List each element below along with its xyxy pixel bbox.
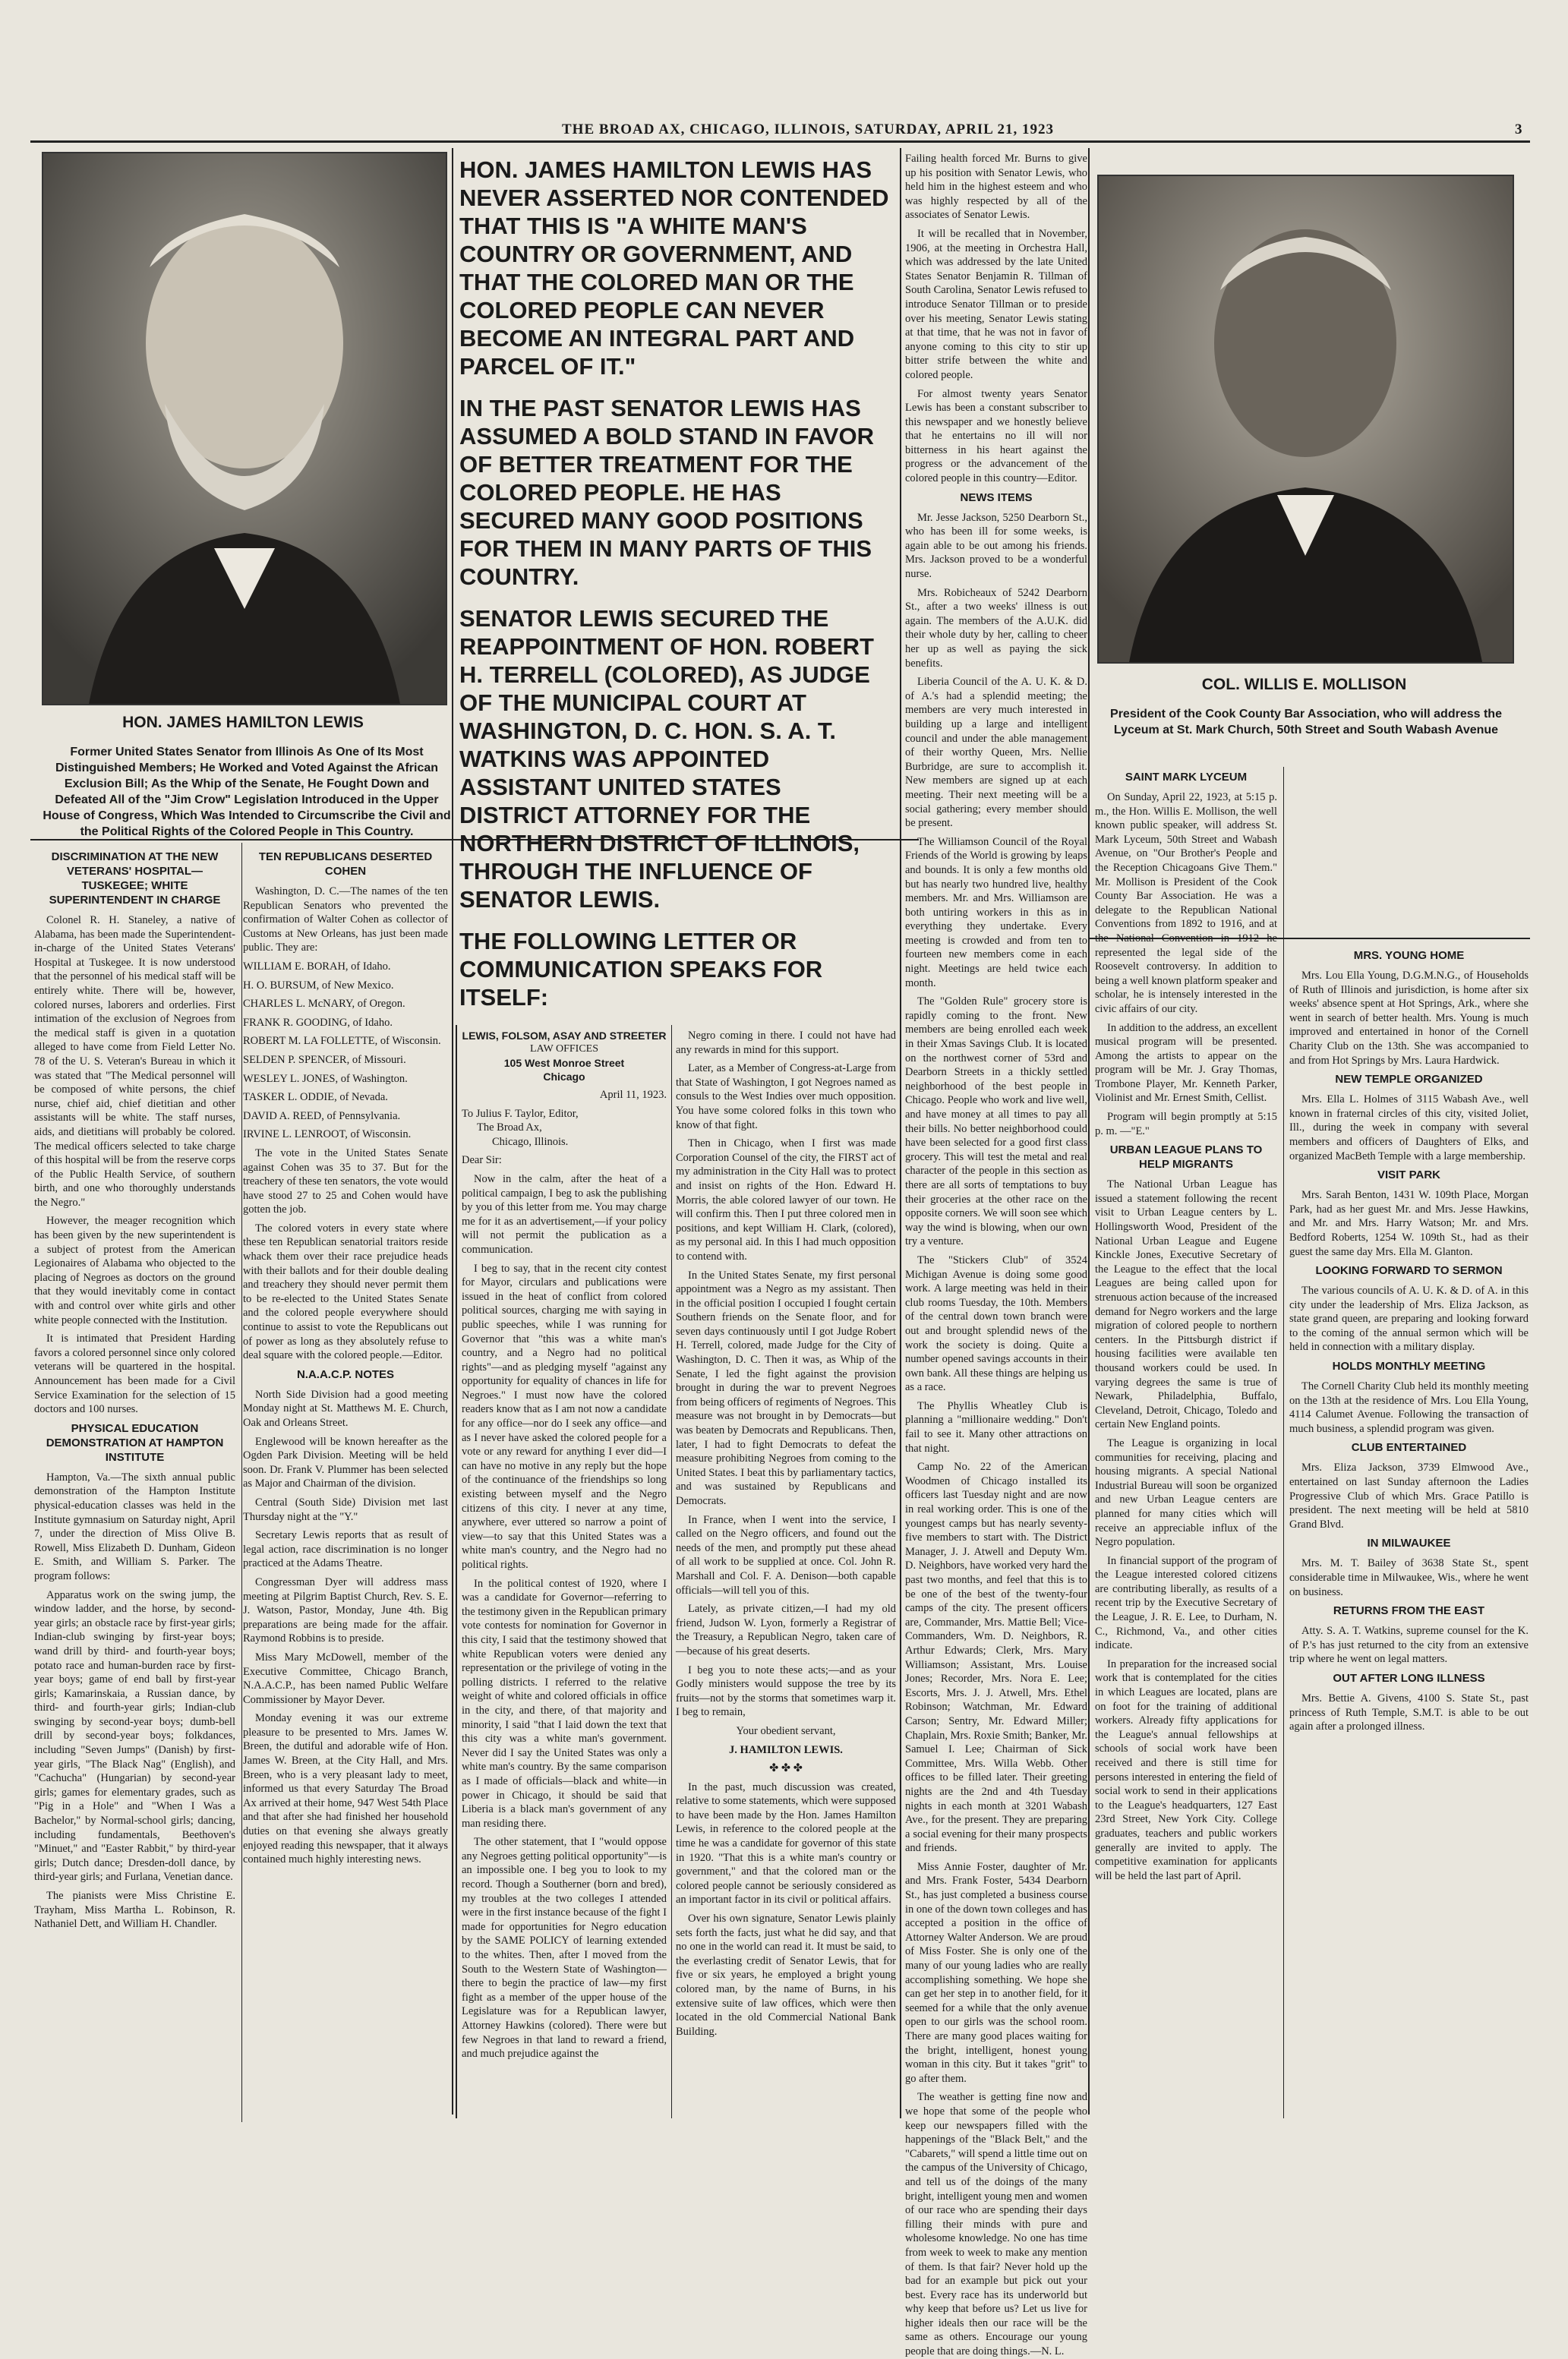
naacp-headline: N.A.A.C.P. NOTES bbox=[296, 1367, 395, 1381]
letter-date: April 11, 1923. bbox=[599, 1089, 667, 1101]
mollison-portrait bbox=[1097, 175, 1514, 664]
news-item: Liberia Council of the A. U. K. & D. of A.'s had a splendid meeting; the members are very much interested in building up a large and intelligent council and under the able management of their worthy Queen, Mrs. Nellie Burbridge, are sure to accomplish it. New members are signed up at each meeting. Their next meeting will be a social gathering; every member should be present. bbox=[905, 676, 1087, 830]
article-paragraph: Failing health forced Mr. Burns to give up his position with Senator Lewis, who held him in the highest esteem and who was highly respected by all of the associates of Senator Lewis. bbox=[905, 153, 1087, 222]
section-headline: RETURNS FROM THE EAST bbox=[1333, 1604, 1485, 1618]
article-paragraph: It is intimated that President Harding favors a colored personnel since only colored veterans will be quartered in the hospital. Announcement has been made for a Civil Service Examination for the selection of 15 doctors and 100 nurses. bbox=[34, 1332, 235, 1416]
column-4 bbox=[676, 1029, 896, 2122]
senator-name: DAVID A. REED, of Pennsylvania. bbox=[243, 1109, 401, 1122]
letter-to-1: To Julius F. Taylor, Editor, bbox=[462, 1107, 579, 1120]
article-paragraph: In addition to the address, an excellent musical program will be presented. Among the artists to appear on the program will be Mr. J. Gray Thomas, Trombone Player, Mr. Kenneth Parker, Violinist and Mr. Ernest Smith, Cellist. bbox=[1095, 1021, 1277, 1105]
section-headline: NEW TEMPLE ORGANIZED bbox=[1335, 1073, 1483, 1086]
letter-paragraph: Then in Chicago, when I first was made Corporation Counsel of the city, the FIRST act of my administration in the City Hall was to protect and insist on rights of the Hon. Edward H. Morris, the able colored lawyer of our town. He will confirm this. Then I put three colored men in positions, and kept William H. Clark, (colored), as my personal aid. In this I had much opposition to contend with. bbox=[676, 1137, 896, 1263]
lewis-portrait bbox=[42, 152, 447, 705]
column-1 bbox=[34, 847, 235, 2122]
letter-paragraph: I beg you to note these acts;—and as your Godly ministers would suppose the tree by its fruits—not by the storms that sometimes warp it. I beg to remain, bbox=[676, 1664, 896, 1719]
article-paragraph: The vote in the United States Senate against Cohen was 35 to 37. But for the treachery of these ten senators, the vote would have stood 27 to 25 and Cohen would have gotten the job. bbox=[243, 1146, 448, 1216]
letter-firm: LEWIS, FOLSOM, ASAY AND STREETER bbox=[462, 1030, 667, 1042]
senator-name: IRVINE L. LENROOT, of Wisconsin. bbox=[243, 1128, 412, 1141]
news-item: Miss Annie Foster, daughter of Mr. and Mrs. Frank Foster, 5434 Dearborn St., has just completed a business course in one of the down town colleges and has accepted a position in the office of Attorney Walter Anderson. We are proud of Miss Foster. She is only one of the many of our young ladies who are really accomplishing something. We hope she can get her step in to another field, for it seemed for a while that the only avenue open to our girls was the school room. There are many good places waiting for the bright, intelligent, honest young woman in this city. But it takes "grit" to go after them. bbox=[905, 1860, 1088, 2085]
letter-paragraph: Now in the calm, after the heat of a political campaign, I beg to ask the publishing by you of this letter from me. You may charge me for it as an advertisement,—if your policy will not permit the publication as a communication. bbox=[462, 1172, 667, 1256]
letter-paragraph: Negro coming in there. I could not have had any rewards in mind for this support. bbox=[676, 1030, 896, 1056]
column-rule bbox=[900, 148, 901, 2118]
senator-name: SELDEN P. SPENCER, of Missouri. bbox=[243, 1053, 406, 1066]
column-rule bbox=[452, 148, 453, 2115]
article-paragraph: Mrs. Sarah Benton, 1431 W. 109th Place, Morgan Park, had as her guest Mr. and Mrs. Jesse Hawkins, and Mr. and Mrs. Harry Watson; Mr. and Mrs. Bedford Roberts, 1254 W. 109th St., had as their guest the same day Mrs. Ella M. Glanton. bbox=[1289, 1189, 1529, 1258]
letter-paragraph: In the political contest of 1920, where I was a candidate for Governor—referring to the testimony given in the Republican primary vote contests for nomination for Governor in this city, I said that the testimony showed that white Republican voters were denied any representation or the privilege of voting in the polling districts. I referred to the relative weight of white and colored officials in office in the city, and there, of that majority and minority, I said "that I laid down the text that this city was a white man's government. Never did I say the United States was only a white man's country. By the same comparison as I made of officials—black and white—in power in Chicago, it should be said that Liberia is a black man's government of any man residing there. bbox=[462, 1577, 667, 1830]
article-paragraph: Program will begin promptly at 5:15 p. m. —"E." bbox=[1095, 1111, 1277, 1137]
headline-block bbox=[459, 156, 896, 1011]
article-paragraph: In financial support of the program of the League interested colored citizens are contributing liberally, as results of a recent trip by the Executive Secretary of the League, J. R. E. Lee, to Durham, N. C., Richmond, Va., and other cities indicate. bbox=[1095, 1554, 1277, 1652]
column-5 bbox=[905, 152, 1088, 2358]
article-paragraph: Colonel R. H. Staneley, a native of Alabama, has been made the Superintendent-in-charge of the United States Veterans' Hospital at Tuskegee. It is now understood that the personnel of his medical staff will be entirely white. There will be, however, colored nurses, laborers and orderlies. First intimation of the exclusion of Negroes from the medical staff is given in a quotation alleged to have come from Field Letter No. 78 of the U. S. Veteran's Bureau in which it was stated that "The Medical personnel will be composed of white persons, the chief nurse, chief aid, chief dietitian and other assistants will be white. The staff nurses, aids, and dietitians will probably be colored. The medical officers selected to take charge of this hospital will be from the reserve corps of the Public Health Service, of southern birth, and one who thoroughly understands the Negro." bbox=[34, 914, 235, 1209]
section-headline: IN MILWAUKEE bbox=[1367, 1537, 1451, 1550]
letter-paragraph: I beg to say, that in the recent city contest for Mayor, circulars and publications were issued in the heat of conflict from colored political sources, charging me with saying in public speeches, while I was running for Governor that "this was a white man's country, and a Negro had no political rights"—and as pledging myself "against any opportunity for equality of chances in life for Negroes." I must now have the colored readers know that as I am not now a candidate for any office—nor do I seek any office—and as I never have asked the colored people for a vote or any reward for anything I ever did—I can have no motive in any reply but the hope of the continuance of the friendships so long existing between myself and the Negro citizens of this city. I never at any time, anywhere, ever uttered so narrow a point of view—to say that this United States was a white man's country, and the Negro had no political rights. bbox=[462, 1262, 667, 1571]
column-rule bbox=[241, 843, 242, 2122]
masthead: THE BROAD AX, CHICAGO, ILLINOIS, SATURDAY, APRIL 21, 1923 bbox=[562, 121, 1055, 137]
article-paragraph: Mrs. Ella L. Holmes of 3115 Wabash Ave., well known in fraternal circles of this city, visited Joliet, Ill., during the week in company with several members and officers of Daughters of Elks, and organized MacBeth Temple with a large membership. bbox=[1289, 1093, 1529, 1162]
article-paragraph: Mrs. Lou Ella Young, D.G.M.N.G., of Households of Ruth of Illinois and jurisdiction, is home after six weeks' absence spent at Hot Springs, Ark., where she went in search of better health. Mrs. Young is much improved and entertained in honor of the Cornell Charity Club on the 13th. She was accompanied to and from Hot Springs by Mrs. Laura Hardwick. bbox=[1289, 970, 1529, 1067]
headline-2: IN THE PAST SENATOR LEWIS HAS ASSUMED A BOLD STAND IN FAVOR OF BETTER TREATMENT FOR THE COLORED PEOPLE. HE HAS SECURED MANY GOOD POSITIONS FOR THEM IN MANY PARTS OF THIS COUNTRY. bbox=[459, 395, 874, 590]
news-item: The "Golden Rule" grocery store is rapidly coming to the front. New members are being enrolled each week in their Xmas Savings Club. It is located on the northwest corner of 53rd and Dearborn Streets in a thickly settled neighborhood of the best people in Chicago. People who work and live well, and have money at all times to pay all their bills. No better neighborhood could have been selected for a good first class grocery. This will test the metal and real character of the people in this section as there are all sorts of temptations to buy their groceries at the other race on the opposite corners. We will soon see which way the wind is blowing, when our own try a venture. bbox=[905, 995, 1087, 1248]
article-paragraph: The Cornell Charity Club held its monthly meeting on the 13th at the residence of Mrs. Lou Ella Young, 4114 Calumet Avenue. Following the transaction of much business, a splendid program was given. bbox=[1289, 1380, 1529, 1435]
republicans-headline: TEN REPUBLICANS DESERTED COHEN bbox=[258, 850, 433, 878]
article-paragraph: For almost twenty years Senator Lewis has been a constant subscriber to this newspaper and we honestly believe that he entertains no ill will nor bitterness in his heart against the progress or the advancement of the colored people in this country—Editor. bbox=[905, 387, 1087, 485]
article-paragraph: Mrs. Eliza Jackson, 3739 Elmwood Ave., entertained on last Sunday afternoon the Ladies Progressive Club of which Mrs. Grace Patillo is president. The next meeting will be held at 5810 Grand Blvd. bbox=[1289, 1462, 1529, 1531]
senator-name: ROBERT M. LA FOLLETTE, of Wisconsin. bbox=[243, 1035, 441, 1048]
senator-name: WILLIAM E. BORAH, of Idaho. bbox=[243, 960, 391, 973]
article-paragraph: Miss Mary McDowell, member of the Executive Committee, Chicago Branch, N.A.A.C.P., has been named Public Welfare Commissioner by Mayor Dever. bbox=[243, 1651, 448, 1706]
column-rule bbox=[1088, 148, 1090, 2115]
article-paragraph: Monday evening it was our extreme pleasure to be presented to Mrs. James W. Breen, the dutiful and adorable wife of Hon. James W. Breen, at the City Hall, and Mrs. Breen, who is a very pleasant lady to meet, informed us that every Saturday The Broad Ax arrived at their home, 947 West 54th Place and that after she had finished her household duties on that evening she always greatly enjoyed reading this newspaper, that it always contained much highly interesting news. bbox=[243, 1712, 448, 1866]
article-paragraph: Secretary Lewis reports that as result of legal action, race discrimination is no longer practiced at the Adams Theatre. bbox=[243, 1529, 448, 1570]
letter-to-2: The Broad Ax, bbox=[477, 1121, 542, 1134]
senator-name: FRANK R. GOODING, of Idaho. bbox=[243, 1016, 393, 1029]
senator-name: TASKER L. ODDIE, of Nevada. bbox=[243, 1091, 388, 1104]
article-paragraph: In preparation for the increased social work that is contemplated for the cities in which Leagues are located, plans are on foot for the training of additional workers. Already fifty applications for the League's annual fellowships at schools of social work have been received and there is still time for persons interested in entering the field of social work to send in their applications to the League's headquarters, 127 East 23rd Street, New York City. College graduates, teachers and public workers generally are invited to apply. The competitive examination for applicants will be held the last part of April. bbox=[1095, 1657, 1277, 1882]
mollison-subcaption: President of the Cook County Bar Association, who will address the Lyceum at St. Mark Church, 50th Street and South Wabash Avenue bbox=[1110, 708, 1502, 736]
article-paragraph: The various councils of A. U. K. & D. of A. in this city under the leadership of Mrs. Eliza Jackson, as state grand queen, are preparing and looking forward to the coming of the annual sermon which will be held in connection with a military display. bbox=[1289, 1285, 1529, 1354]
letter-to-3: Chicago, Illinois. bbox=[492, 1135, 569, 1148]
news-item: The weather is getting fine now and we hope that some of the people who keep our newspapers filled with the happenings of the "Black Belt," and the "Cabarets," will spend a little time out on the campus of the University of Chicago, and tell us of the doings of the many bright, intelligent young men and women of our race who are spending their days filling their minds with pure and wholesome knowledge. No one has time from week to week to make any mention of them. Is that fair? Never hold up the bad for an example but pick out your best. Every race has its underworld but why keep that before us? Let us live for higher ideals then our race will be the same as others. Encourage our young people that are doing things.—N. L. bbox=[905, 2091, 1088, 2358]
section-headline: OUT AFTER LONG ILLNESS bbox=[1333, 1671, 1485, 1685]
headline-1: HON. JAMES HAMILTON LEWIS HAS NEVER ASSERTED NOR CONTENDED THAT THIS IS "A WHITE MAN'S COUNTRY OR GOVERNMENT, AND THAT THE COLORED MAN OR THE COLORED PEOPLE CAN NEVER BECOME AN INTEGRAL PART AND PARCEL OF IT." bbox=[459, 156, 889, 380]
column-3 bbox=[462, 1029, 667, 2122]
section-headline: LOOKING FORWARD TO SERMON bbox=[1315, 1264, 1503, 1278]
section-headline: VISIT PARK bbox=[1377, 1168, 1441, 1182]
letter-closing: Your obedient servant, bbox=[736, 1724, 836, 1737]
article-paragraph: In the past, much discussion was created, relative to some statements, which were supposed to have been made by the Hon. James Hamilton Lewis, in reference to the colored people at the time he was a candidate for governor of this state in 1920. "That this is a white man's country or government," and that the colored man or the colored people cannot be seriously considered as an important factor in its civil or political affairs. bbox=[676, 1780, 896, 1906]
column-rule bbox=[1283, 767, 1284, 2118]
letter-paragraph: Later, as a Member of Congress-at-Large from that State of Washington, I got Negroes named as consuls to the West Indies over much opposition. You have some colored folks in this town who know of that fight. bbox=[676, 1062, 896, 1131]
news-item: The Williamson Council of the Royal Friends of the World is growing by leaps and bounds. It is only a few months old but has nearly two hundred live, healthy members. Mr. and Mrs. Williamson are both untiring workers in this as in everything they undertake. Every meeting is crowded and from ten to fourteen new members come in each night. Meetings are held twice each month. bbox=[905, 835, 1087, 989]
letter-address: 105 West Monroe Street bbox=[503, 1057, 625, 1069]
article-paragraph: North Side Division had a good meeting Monday night at St. Matthews M. E. Church, Oak and Orleans Street. bbox=[243, 1388, 448, 1429]
lewis-subcaption: Former United States Senator from Illinois As One of Its Most Distinguished Members; He Worked and Voted Against the African Exclusion Bill; As the Whip of the Senate, He Fought Down and Defeated All of the "Jim Crow" Legislation Introduced in the Upper House of Congress, Which Was Intended to Circumscribe the Civil and the Political Rights of the Colored People in This Country. bbox=[43, 746, 451, 838]
headline-3: SENATOR LEWIS SECURED THE REAPPOINTMENT OF HON. ROBERT H. TERRELL (COLORED), AS JUDGE OF THE MUNICIPAL COURT AT WASHINGTON, D. C. HON. S. A. T. WATKINS WAS APPOINTED ASSISTANT UNITED STATES DISTRICT ATTORNEY FOR THE NORTHERN DISTRICT OF ILLINOIS, THROUGH THE INFLUENCE OF SENATOR LEWIS. bbox=[459, 605, 874, 913]
lewis-caption: HON. JAMES HAMILTON LEWIS bbox=[122, 714, 364, 731]
column-2 bbox=[243, 847, 448, 2122]
page-number: 3 bbox=[1515, 121, 1522, 137]
article-paragraph: Hampton, Va.—The sixth annual public demonstration of the Hampton Institute physical-education classes was held in the Institute gymnasium on Saturday night, April 7, under the direction of Miss Olive B. Rowell, Miss Elizabeth D. Dunham, Gideon E. Smith, and William S. Parker. The program follows: bbox=[34, 1471, 235, 1582]
letter-signature: J. HAMILTON LEWIS. bbox=[729, 1743, 843, 1756]
news-item: The "Stickers Club" of 3524 Michigan Avenue is doing some good work. A large meeting was held in their club rooms Tuesday, the 10th. Members of the central down town branch were out and brought splendid news of the work the society is doing. Quite a number opened savings accounts in their own bank. All these things are helping us as a race. bbox=[905, 1254, 1087, 1394]
article-paragraph: Apparatus work on the swing jump, the window ladder, and the horse, by second-year girls; an obstacle race by first-year girls; Indian-club swinging by first-year boys; wand drill by third- and fourth-year boys; potato race and human-burden race by first-year boys; game of end ball by first-year girls; Kamarinskaia, a Russian dance, by third- and fourth-year girls; Indian-club swinging by second-year boys; dumb-bell drill by second-year boys; folkdances, including "Seven Jumps" (Danish) by first-year girls, "The Black Nag" (English), and "Cachucha" (Hungarian) by second-year girls; games for elementary grades, such as "Pig in a Hole" and "When I Was a Bachelor," by Normal-school girls; dancing, including fundamentals, Beethoven's "Minuet," and "Easter Rabbit," by third-year girls; Dutch dance; Dresden-doll dance, by third-year girls; and Furlana, Venetian dance. bbox=[34, 1588, 235, 1884]
article-paragraph: Congressman Dyer will address mass meeting at Pilgrim Baptist Church, Rev. S. E. J. Watson, Pastor, Monday, June 4th. Big preparations are being made for the affair. Raymond Robbins is to preside. bbox=[243, 1575, 448, 1645]
article-paragraph: The colored voters in every state where these ten Republican senatorial traitors reside whack them over their race prejudice heads with their ballots and for their double dealing and treachery they should never permit them to be re-elected to the United States Senate and the colored people everywhere should continue to assist to vote the Republicans out of power as long as they absolutely refuse to deal square with the colored people.—Editor. bbox=[243, 1222, 448, 1362]
urban-league-headline: URBAN LEAGUE PLANS TO HELP MIGRANTS bbox=[1109, 1143, 1263, 1172]
article-paragraph: Over his own signature, Senator Lewis plainly sets forth the facts, just what he did say, and that no one in the world can read it. It must be said, to the everlasting credit of Senator Lewis, that for five or six years, he employed a bright young colored man, by the name of Burns, in his extensive suite of law offices, which were then located in the old Commercial National Bank Building. bbox=[676, 1913, 896, 2038]
mollison-caption: COL. WILLIS E. MOLLISON bbox=[1201, 676, 1407, 693]
hampton-headline: PHYSICAL EDUCATION DEMONSTRATION AT HAMPTON INSTITUTE bbox=[46, 1421, 224, 1464]
letter-office: LAW OFFICES bbox=[529, 1043, 599, 1055]
senator-name: CHARLES L. McNARY, of Oregon. bbox=[243, 998, 405, 1011]
article-paragraph: On Sunday, April 22, 1923, at 5:15 p. m., the Hon. Willis E. Mollison, the well known public speaker, will address St. Mark Lyceum, 50th Street and Wabash Avenue, on "Our Brother's People and the Reception Chicagoans Give Them." Mr. Mollison is President of the Cook County Bar Association. He was a delegate to the Republican National Conventions from 1892 to 1916, and at the National Convention in 1912 he represented the legal side of the Roosevelt controversy. In addition to being a well known platform speaker and scholar, he is intensely interested in the civic affairs of our city. bbox=[1095, 791, 1277, 1015]
article-paragraph: Atty. S. A. T. Watkins, supreme counsel for the K. of P.'s has just returned to the city from an extensive trip where he went on legal matters. bbox=[1289, 1625, 1529, 1666]
lyceum-headline: SAINT MARK LYCEUM bbox=[1125, 771, 1248, 784]
section-headline: MRS. YOUNG HOME bbox=[1353, 949, 1465, 962]
letter-paragraph: In France, when I went into the service, I called on the Negro officers, and found out the needs of the men, and promptly put these ahead of all work to be supplied at once. Col. John R. Marshall and Col. F. A. Denison—both capable officials—will tell you of this. bbox=[676, 1513, 896, 1597]
news-item: The Phyllis Wheatley Club is planning a "millionaire wedding." Don't fail to see it. Many other attractions on that night. bbox=[905, 1399, 1087, 1455]
masthead-rule bbox=[30, 140, 1530, 143]
veterans-hospital-headline: DISCRIMINATION AT THE NEW VETERANS' HOSPITAL—TUSKEGEE; WHITE SUPERINTENDENT IN CHARGE bbox=[49, 850, 221, 907]
headline-4: THE FOLLOWING LETTER OR COMMUNICATION SPEAKS FOR ITSELF: bbox=[459, 928, 823, 1011]
article-paragraph: It will be recalled that in November, 1906, at the meeting in Orchestra Hall, which was addressed by the late United States Senator Benjamin R. Tillman of South Carolina, Senator Lewis refused to introduce Senator Tillman or to preside over his meeting, Senator Lewis stating at that time, that he was not in favor of anyone coming to this city to stir up bitter strife between the white and colored people. bbox=[905, 227, 1087, 381]
news-items-headline: NEWS ITEMS bbox=[960, 490, 1033, 504]
article-paragraph: Washington, D. C.—The names of the ten Republican Senators who prevented the confirmation of Walter Cohen as collector of Customs at New Orleans, has just been made public. They are: bbox=[243, 885, 448, 954]
news-item: Mr. Jesse Jackson, 5250 Dearborn St., who has been ill for some weeks, is again able to be out among his friends. Mrs. Jackson proved to be a wonderful nurse. bbox=[905, 511, 1087, 581]
senator-name: WESLEY L. JONES, of Washington. bbox=[243, 1072, 408, 1085]
senator-list bbox=[243, 960, 448, 1142]
letter-paragraph: In the United States Senate, my first personal appointment was a Negro as my assistant. Then in the official position I occupied I fought certain Southern friends on the Senate floor, and for seven days continuously until I got Judge Robert H. Terrell, colored, made Judge for the City of Washington, D. C. Then it was, as Whip of the Senate, I led the fight against the provision brought in during the war to prevent Negroes from being officers of regiments of Negroes. This measure was not brought in by Democrats—but was beaten by Democrats and Republicans. Then, later, I had to fight Democrats to defeat the measure prohibiting Negroes from coming to the United States. I beat this by parliamentary tactics, and was sustained by Republicans and Democrats. bbox=[676, 1269, 896, 1507]
column-rule bbox=[671, 1025, 672, 2118]
article-paragraph: Englewood will be known hereafter as the Ogden Park Division. Meeting will be held soon. Dr. Frank V. Plummer has been selected as Major and Chairman of the division. bbox=[243, 1435, 448, 1490]
senator-name: H. O. BURSUM, of New Mexico. bbox=[243, 979, 394, 992]
letter-city: Chicago bbox=[543, 1071, 585, 1083]
section-headline: CLUB ENTERTAINED bbox=[1351, 1441, 1467, 1455]
article-paragraph: The pianists were Miss Christine E. Trayham, Miss Martha L. Robinson, R. Nathaniel Dett, and William H. Chandler. bbox=[34, 1890, 235, 1931]
article-paragraph: Central (South Side) Division met last Thursday night at the "Y." bbox=[243, 1496, 448, 1523]
article-paragraph: Mrs. Bettie A. Givens, 4100 S. State St., past princess of Ruth Temple, S.M.T. is able to be out again after a prolonged illness. bbox=[1289, 1692, 1529, 1733]
letter-salutation: Dear Sir: bbox=[462, 1154, 502, 1167]
column-rule bbox=[456, 1025, 457, 2118]
letter-paragraph: The other statement, that I "would oppose any Negroes getting political opportunity"—is an impossible one. I beg you to look to my record. Though a Southerner (born and bred), my troubles at the two colleges I attended were in the first instance because of the fight I made for opportunities for Negro education by the SAME POLICY of learning extended to the whites. Then, after I moved from the South to the Western State of Washington—there to begin the practice of law—my first fight as a member of the upper house of the Legislature was for a Republican lawyer, Attorney Hawkins (colored). There were but few Negroes in that land to reward a friend, and much prejudice against the bbox=[462, 1836, 667, 2061]
column-7 bbox=[1289, 945, 1529, 2122]
article-paragraph: Mrs. M. T. Bailey of 3638 State St., spent considerable time in Milwaukee, Wis., where he went on business. bbox=[1289, 1557, 1529, 1598]
section-headline: HOLDS MONTHLY MEETING bbox=[1332, 1360, 1486, 1373]
article-paragraph: The National Urban League has issued a statement following the recent visit to Urban League centers by L. Hollingsworth Wood, President of the National Urban League and Eugene Kinckle Jones, Executive Secretary of the League to the effect that the local Leagues are being called upon for strenuous action because of the increased demand for Negro workers and the large migration of colored people to northern centers. In the Pittsburgh district if housing facilities were available ten thousand workers could be used. In varying degrees the same is true of Newark, Philadelphia, Buffalo, Cleveland, Detroit, Chicago, Toledo and certain New England points. bbox=[1095, 1178, 1277, 1431]
ornament: ✤ ✤ ✤ bbox=[769, 1762, 803, 1775]
letter-paragraph: Lately, as private citizen,—I had my old friend, Judson W. Lyon, formerly a Registrar of the Treasury, a Republican Negro, taken care of—because of his great deserts. bbox=[676, 1603, 896, 1657]
news-item: Mrs. Robicheaux of 5242 Dearborn St., after a two weeks' illness is out again. The members of the A.U.K. did their whole duty by her, calling to cheer her up as well as paying the sick benefits. bbox=[905, 586, 1087, 670]
news-item: Camp No. 22 of the American Woodmen of Chicago installed its officers last Tuesday night and are now in real working order. This is one of the youngest camps but has nearly seventy-five members to start with. The District Manager, J. J. Atwell and Deputy Wm. D. Neighbors, have worked very hard the past two months, and feel that this is to be one of the best of the twenty-four camps of the city. The present officers are, Commander, Mrs. Mattie Bell; Vice-Commanders, Wm. D. Neighbors, R. Arthur Edwards; Clerk, Mrs. Mary Williamson; Assistant, Mrs. Louise Jones; Recorder, Mrs. Nora E. Lee; Escorts, Mrs. J. J. Atwell, Mrs. Ethel Robinson; Watchman, Mr. Edward Carson; Sentry, Mr. Edward Miller; Chaplain, Mrs. Roxie Smith; Banker, Mr. Samuel I. Lee; Chairman of Sick Committee, Mrs. Willa Webb. Other offices to be filled later. Their greeting nights are the 2nd and 4th Tuesday nights in each month at 3201 Wabash Ave., for the present. They are preparing a social evening for their many prospects and friends. bbox=[905, 1461, 1087, 1855]
article-paragraph: However, the meager recognition which has been given by the new superintendent is a subject of protest from the American Legionaires of Alabama who objected to the placing of Negroes as doctors on the ground that they would inevitably come in contact with and control over white girls and other white people connected with the Institution. bbox=[34, 1215, 235, 1326]
article-paragraph: The League is organizing in local communities for receiving, placing and housing migrants. A special National Industrial Bureau will soon be organized and new Urban League centers are planned for many cities which will receive an appreciable influx of the Negro population. bbox=[1095, 1437, 1277, 1549]
column-6 bbox=[1095, 767, 1277, 2122]
